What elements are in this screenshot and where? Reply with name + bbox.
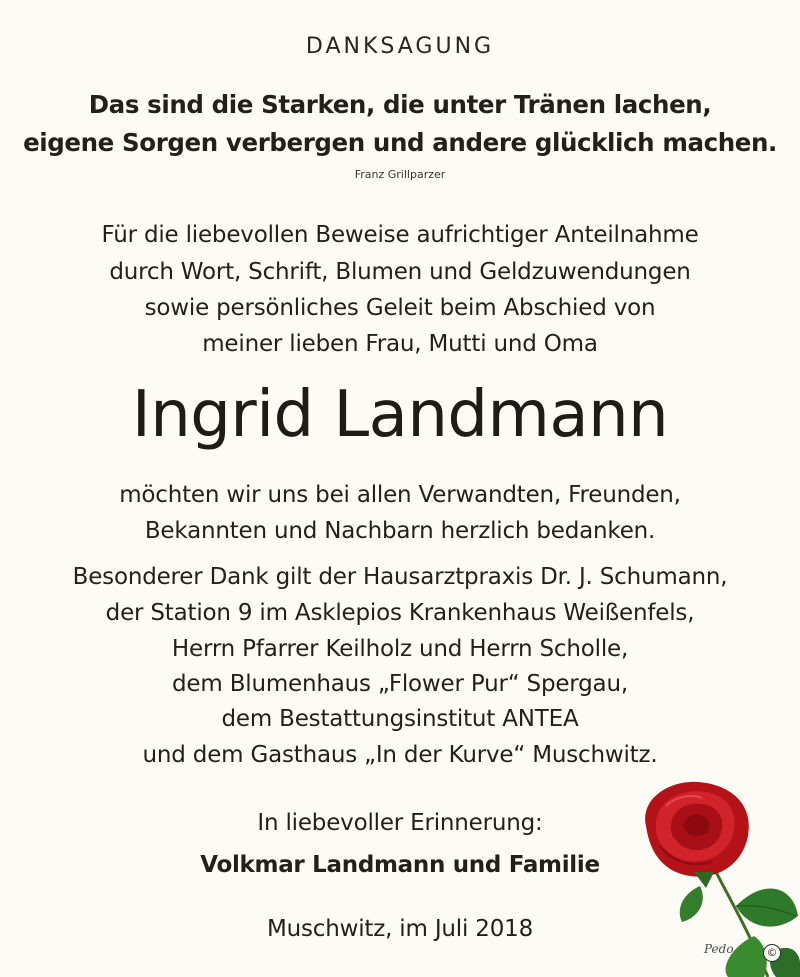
photo-credit-mark: Pedo [704, 942, 734, 956]
quote-line-1: Das sind die Starken, die unter Tränen lachen, [88, 90, 712, 119]
copyright-icon: © [763, 944, 781, 962]
special-thanks-line-3: Herrn Pfarrer Keilholz und Herrn Scholle, [171, 636, 629, 662]
place-date: Muschwitz, im Juli 2018 [266, 916, 534, 942]
special-thanks-line-2: der Station 9 im Asklepios Krankenhaus Weißenfels, [105, 600, 695, 626]
intro-line-4: meiner lieben Frau, Mutti und Oma [202, 331, 598, 357]
special-thanks-line-1: Besonderer Dank gilt der Hausarztpraxis Dr. J. Schumann, [72, 564, 728, 590]
quote-author: Franz Grillparzer [354, 168, 446, 181]
quote-line-2: eigene Sorgen verbergen und andere glücklich machen. [23, 128, 777, 157]
thanks-line-2: Bekannten und Nachbarn herzlich bedanken. [144, 518, 656, 544]
remembrance-text: In liebevoller Erinnerung: [257, 810, 543, 836]
intro-line-2: durch Wort, Schrift, Blumen und Geldzuwendungen [109, 259, 691, 285]
special-thanks-line-5: dem Bestattungsinstitut ANTEA [221, 706, 579, 732]
special-thanks-line-6: und dem Gasthaus „In der Kurve“ Muschwitz. [142, 742, 658, 768]
signature: Volkmar Landmann und Familie [200, 852, 600, 878]
thanks-line-1: möchten wir uns bei allen Verwandten, Freunden, [119, 482, 681, 508]
special-thanks-line-4: dem Blumenhaus „Flower Pur“ Spergau, [172, 671, 628, 697]
notice-heading: DANKSAGUNG [305, 34, 495, 59]
intro-line-1: Für die liebevollen Beweise aufrichtiger Anteilnahme [101, 222, 699, 248]
intro-line-3: sowie persönliches Geleit beim Abschied von [144, 295, 656, 321]
deceased-name: Ingrid Landmann [131, 378, 669, 452]
